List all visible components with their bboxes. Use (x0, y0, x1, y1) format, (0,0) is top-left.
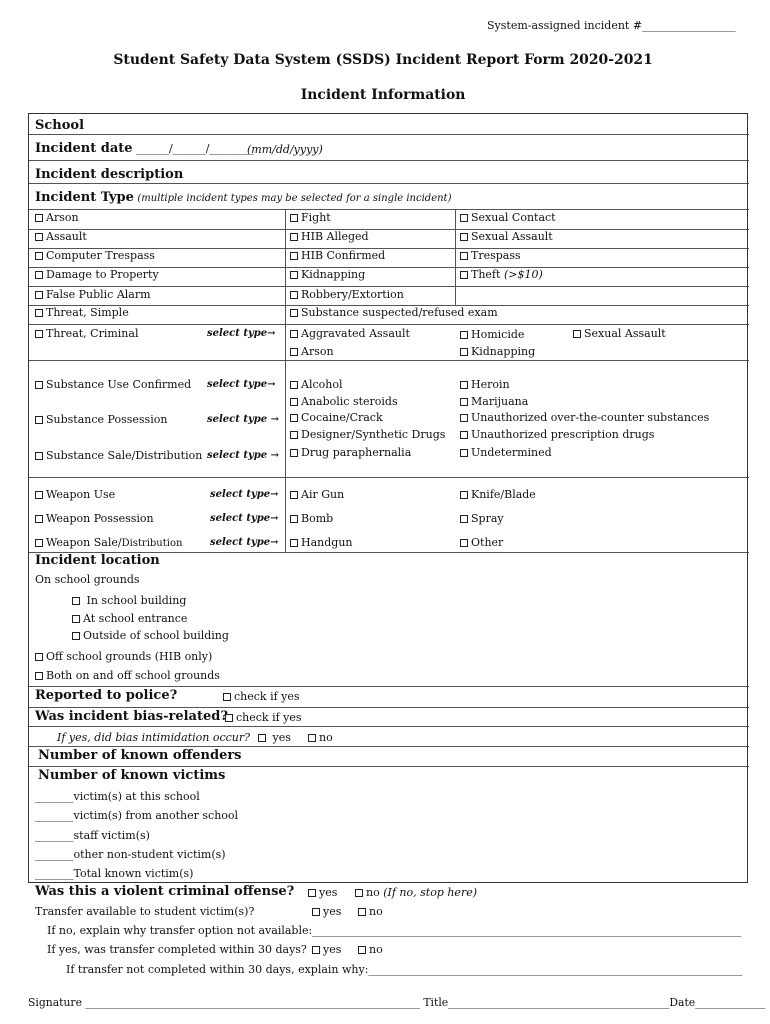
checkbox-icon (35, 452, 43, 460)
checkbox-computer-trespass[interactable]: Computer Trespass (35, 249, 155, 262)
checkbox-icon (35, 416, 43, 424)
victims-another-school[interactable]: _______victim(s) from another school (35, 809, 239, 822)
reported-police-label: Reported to police? (35, 688, 178, 703)
checkbox-substance-suspected[interactable]: Substance suspected/refused exam (290, 306, 498, 319)
checkbox-otc[interactable]: Unauthorized over-the-counter substances (460, 411, 709, 424)
select-type-weapon-possession: select type→ (210, 513, 279, 524)
checkbox-icon (72, 597, 80, 605)
known-offenders-label: Number of known offenders (38, 748, 242, 763)
checkbox-icon (358, 908, 366, 916)
checkbox-icon (290, 291, 298, 299)
checkbox-trespass[interactable]: Trespass (460, 249, 521, 262)
transfer-completed-label: If yes, was transfer completed within 30 days? (47, 943, 307, 956)
checkbox-icon (35, 381, 43, 389)
checkbox-substance-possession[interactable]: Substance Possession (35, 413, 167, 426)
checkbox-intimidation-yes[interactable]: yes (258, 731, 291, 744)
checkbox-icon (35, 309, 43, 317)
checkbox-icon (290, 414, 298, 422)
checkbox-icon (290, 233, 298, 241)
checkbox-heroin[interactable]: Heroin (460, 378, 510, 391)
checkbox-undetermined[interactable]: Undetermined (460, 446, 552, 459)
checkbox-handgun[interactable]: Handgun (290, 536, 353, 549)
checkbox-icon (460, 252, 468, 260)
checkbox-icon (290, 309, 298, 317)
checkbox-icon (460, 431, 468, 439)
bias-intimidation-label: If yes, did bias intimidation occur? (57, 731, 251, 744)
checkbox-icon (460, 398, 468, 406)
checkbox-icon (460, 381, 468, 389)
checkbox-bias[interactable]: check if yes (225, 711, 302, 724)
incident-date-field[interactable]: ______/______/________ (136, 142, 254, 155)
checkbox-icon (460, 539, 468, 547)
checkbox-air-gun[interactable]: Air Gun (290, 488, 344, 501)
checkbox-icon (290, 252, 298, 260)
checkbox-sexual-assault[interactable]: Sexual Assault (460, 230, 553, 243)
checkbox-anabolic[interactable]: Anabolic steroids (290, 395, 398, 408)
checkbox-aggravated-assault[interactable]: Aggravated Assault (290, 327, 410, 340)
checkbox-off-grounds[interactable]: Off school grounds (HIB only) (35, 650, 212, 663)
checkbox-threat-sexual-assault[interactable]: Sexual Assault (573, 327, 666, 340)
checkbox-icon (35, 291, 43, 299)
checkbox-sexual-contact[interactable]: Sexual Contact (460, 211, 556, 224)
checkbox-marijuana[interactable]: Marijuana (460, 395, 528, 408)
checkbox-icon (290, 431, 298, 439)
checkbox-icon (290, 214, 298, 222)
checkbox-other[interactable]: Other (460, 536, 503, 549)
checkbox-arson[interactable]: Arson (35, 211, 79, 224)
checkbox-threat-arson[interactable]: Arson (290, 345, 334, 358)
checkbox-threat-kidnapping[interactable]: Kidnapping (460, 345, 535, 358)
checkbox-icon (290, 330, 298, 338)
select-type-weapon-sale: select type→ (210, 537, 279, 548)
checkbox-icon (72, 615, 80, 623)
checkbox-icon (460, 331, 468, 339)
checkbox-icon (35, 252, 43, 260)
victims-non-student[interactable]: _______other non-student victim(s) (35, 848, 226, 861)
checkbox-icon (72, 632, 80, 640)
checkbox-icon (308, 889, 316, 897)
incident-type-label: Incident Type (35, 190, 134, 205)
checkbox-outside[interactable]: Outside of school building (72, 629, 229, 642)
checkbox-icon (35, 214, 43, 222)
victims-total[interactable]: _______Total known victim(s) (35, 867, 194, 880)
checkbox-both-grounds[interactable]: Both on and off school grounds (35, 669, 220, 682)
checkbox-knife[interactable]: Knife/Blade (460, 488, 536, 501)
checkbox-weapon-use[interactable]: Weapon Use (35, 488, 115, 501)
checkbox-icon (460, 491, 468, 499)
checkbox-in-building[interactable]: In school building (72, 594, 186, 607)
checkbox-assault[interactable]: Assault (35, 230, 87, 243)
checkbox-threat-simple[interactable]: Threat, Simple (35, 306, 129, 319)
checkbox-spray[interactable]: Spray (460, 512, 504, 525)
checkbox-icon (308, 734, 316, 742)
system-incident-number: System-assigned incident #_________________ (487, 19, 736, 32)
checkbox-icon (35, 515, 43, 523)
checkbox-icon (35, 233, 43, 241)
signature-line[interactable]: Signature ______________________________________________________________ Title_________________________________________Date_____________ (28, 996, 766, 1009)
select-type-substance-possession: select type → (207, 414, 279, 425)
checkbox-icon (355, 889, 363, 897)
checkbox-icon (312, 946, 320, 954)
checkbox-icon (312, 908, 320, 916)
transfer-available-label: Transfer available to student victim(s)? (35, 905, 255, 918)
checkbox-icon (460, 515, 468, 523)
checkbox-prescription[interactable]: Unauthorized prescription drugs (460, 428, 654, 441)
checkbox-icon (573, 330, 581, 338)
checkbox-designer[interactable]: Designer/Synthetic Drugs (290, 428, 445, 441)
checkbox-police[interactable]: check if yes (223, 690, 300, 703)
checkbox-completed-no[interactable]: no (358, 943, 383, 956)
checkbox-violent-no[interactable]: no (If no, stop here) (355, 886, 477, 899)
checkbox-icon (290, 271, 298, 279)
incident-description-label: Incident description (35, 167, 184, 182)
transfer-explain-field[interactable]: If no, explain why transfer option not available:______________________________________________________________________________ (47, 924, 742, 937)
incident-date-format: (mm/dd/yyyy) (247, 143, 323, 156)
checkbox-icon (290, 348, 298, 356)
checkbox-icon (460, 233, 468, 241)
checkbox-icon (35, 672, 43, 680)
checkbox-icon (35, 539, 43, 547)
checkbox-transfer-yes[interactable]: yes (312, 905, 341, 918)
violent-no-note: (If no, stop here) (383, 886, 478, 899)
checkbox-icon (225, 714, 233, 722)
checkbox-icon (290, 398, 298, 406)
checkbox-threat-criminal[interactable]: Threat, Criminal (35, 327, 138, 340)
checkbox-icon (290, 381, 298, 389)
checkbox-fight[interactable]: Fight (290, 211, 331, 224)
checkbox-icon (290, 515, 298, 523)
on-school-grounds-label: On school grounds (35, 573, 140, 586)
victims-staff[interactable]: _______staff victim(s) (35, 829, 150, 842)
select-type-substance-sale: select type → (207, 450, 279, 461)
known-victims-label: Number of known victims (38, 768, 226, 783)
checkbox-icon (290, 449, 298, 457)
checkbox-icon (35, 330, 43, 338)
victims-this-school[interactable]: _______victim(s) at this school (35, 790, 200, 803)
checkbox-icon (35, 653, 43, 661)
checkbox-paraphernalia[interactable]: Drug paraphernalia (290, 446, 411, 459)
checkbox-icon (460, 271, 468, 279)
checkbox-alcohol[interactable]: Alcohol (290, 378, 342, 391)
checkbox-bomb[interactable]: Bomb (290, 512, 333, 525)
checkbox-weapon-possession[interactable]: Weapon Possession (35, 512, 154, 525)
select-type-weapon-use: select type→ (210, 489, 279, 500)
select-type-threat: select type→ (207, 328, 276, 339)
checkbox-icon (460, 348, 468, 356)
checkbox-icon (290, 539, 298, 547)
checkbox-icon (460, 449, 468, 457)
checkbox-completed-yes[interactable]: yes (312, 943, 341, 956)
section-title: Incident Information (300, 87, 466, 103)
checkbox-icon (35, 491, 43, 499)
checkbox-violent-yes[interactable]: yes (308, 886, 337, 899)
checkbox-homicide[interactable]: Homicide (460, 328, 524, 341)
incident-location-label: Incident location (35, 553, 160, 568)
checkbox-hib-confirmed[interactable]: HIB Confirmed (290, 249, 385, 262)
checkbox-icon (258, 734, 266, 742)
bias-related-label: Was incident bias-related? (35, 709, 228, 724)
checkbox-robbery[interactable]: Robbery/Extortion (290, 288, 404, 301)
theft-note: (>$10) (503, 268, 543, 281)
checkbox-transfer-no[interactable]: no (358, 905, 383, 918)
checkbox-false-alarm[interactable]: False Public Alarm (35, 288, 151, 301)
checkbox-damage-property[interactable]: Damage to Property (35, 268, 159, 281)
checkbox-substance-sale[interactable]: Substance Sale/Distribution (35, 449, 202, 462)
checkbox-substance-use[interactable]: Substance Use Confirmed (35, 378, 191, 391)
checkbox-theft[interactable]: Theft (>$10) (460, 268, 543, 281)
incident-date-label: Incident date (35, 141, 133, 156)
violent-offense-label: Was this a violent criminal offense? (35, 884, 295, 899)
transfer-not-completed-field[interactable]: If transfer not completed within 30 days, explain why:____________________________________________________________________ (66, 963, 743, 976)
checkbox-icon (460, 214, 468, 222)
checkbox-cocaine[interactable]: Cocaine/Crack (290, 411, 383, 424)
checkbox-icon (460, 414, 468, 422)
checkbox-icon (35, 271, 43, 279)
checkbox-icon (358, 946, 366, 954)
checkbox-kidnapping[interactable]: Kidnapping (290, 268, 365, 281)
incident-type-note: (multiple incident types may be selected for a single incident) (137, 193, 452, 204)
checkbox-weapon-sale[interactable]: Weapon Sale/Distribution (35, 536, 182, 549)
checkbox-icon (290, 491, 298, 499)
checkbox-hib-alleged[interactable]: HIB Alleged (290, 230, 369, 243)
checkbox-intimidation-no[interactable]: no (308, 731, 333, 744)
school-label: School (35, 118, 85, 133)
checkbox-entrance[interactable]: At school entrance (72, 612, 187, 625)
form-title: Student Safety Data System (SSDS) Incident Report Form 2020-2021 (113, 52, 653, 68)
select-type-substance-use: select type→ (207, 379, 276, 390)
checkbox-icon (223, 693, 231, 701)
